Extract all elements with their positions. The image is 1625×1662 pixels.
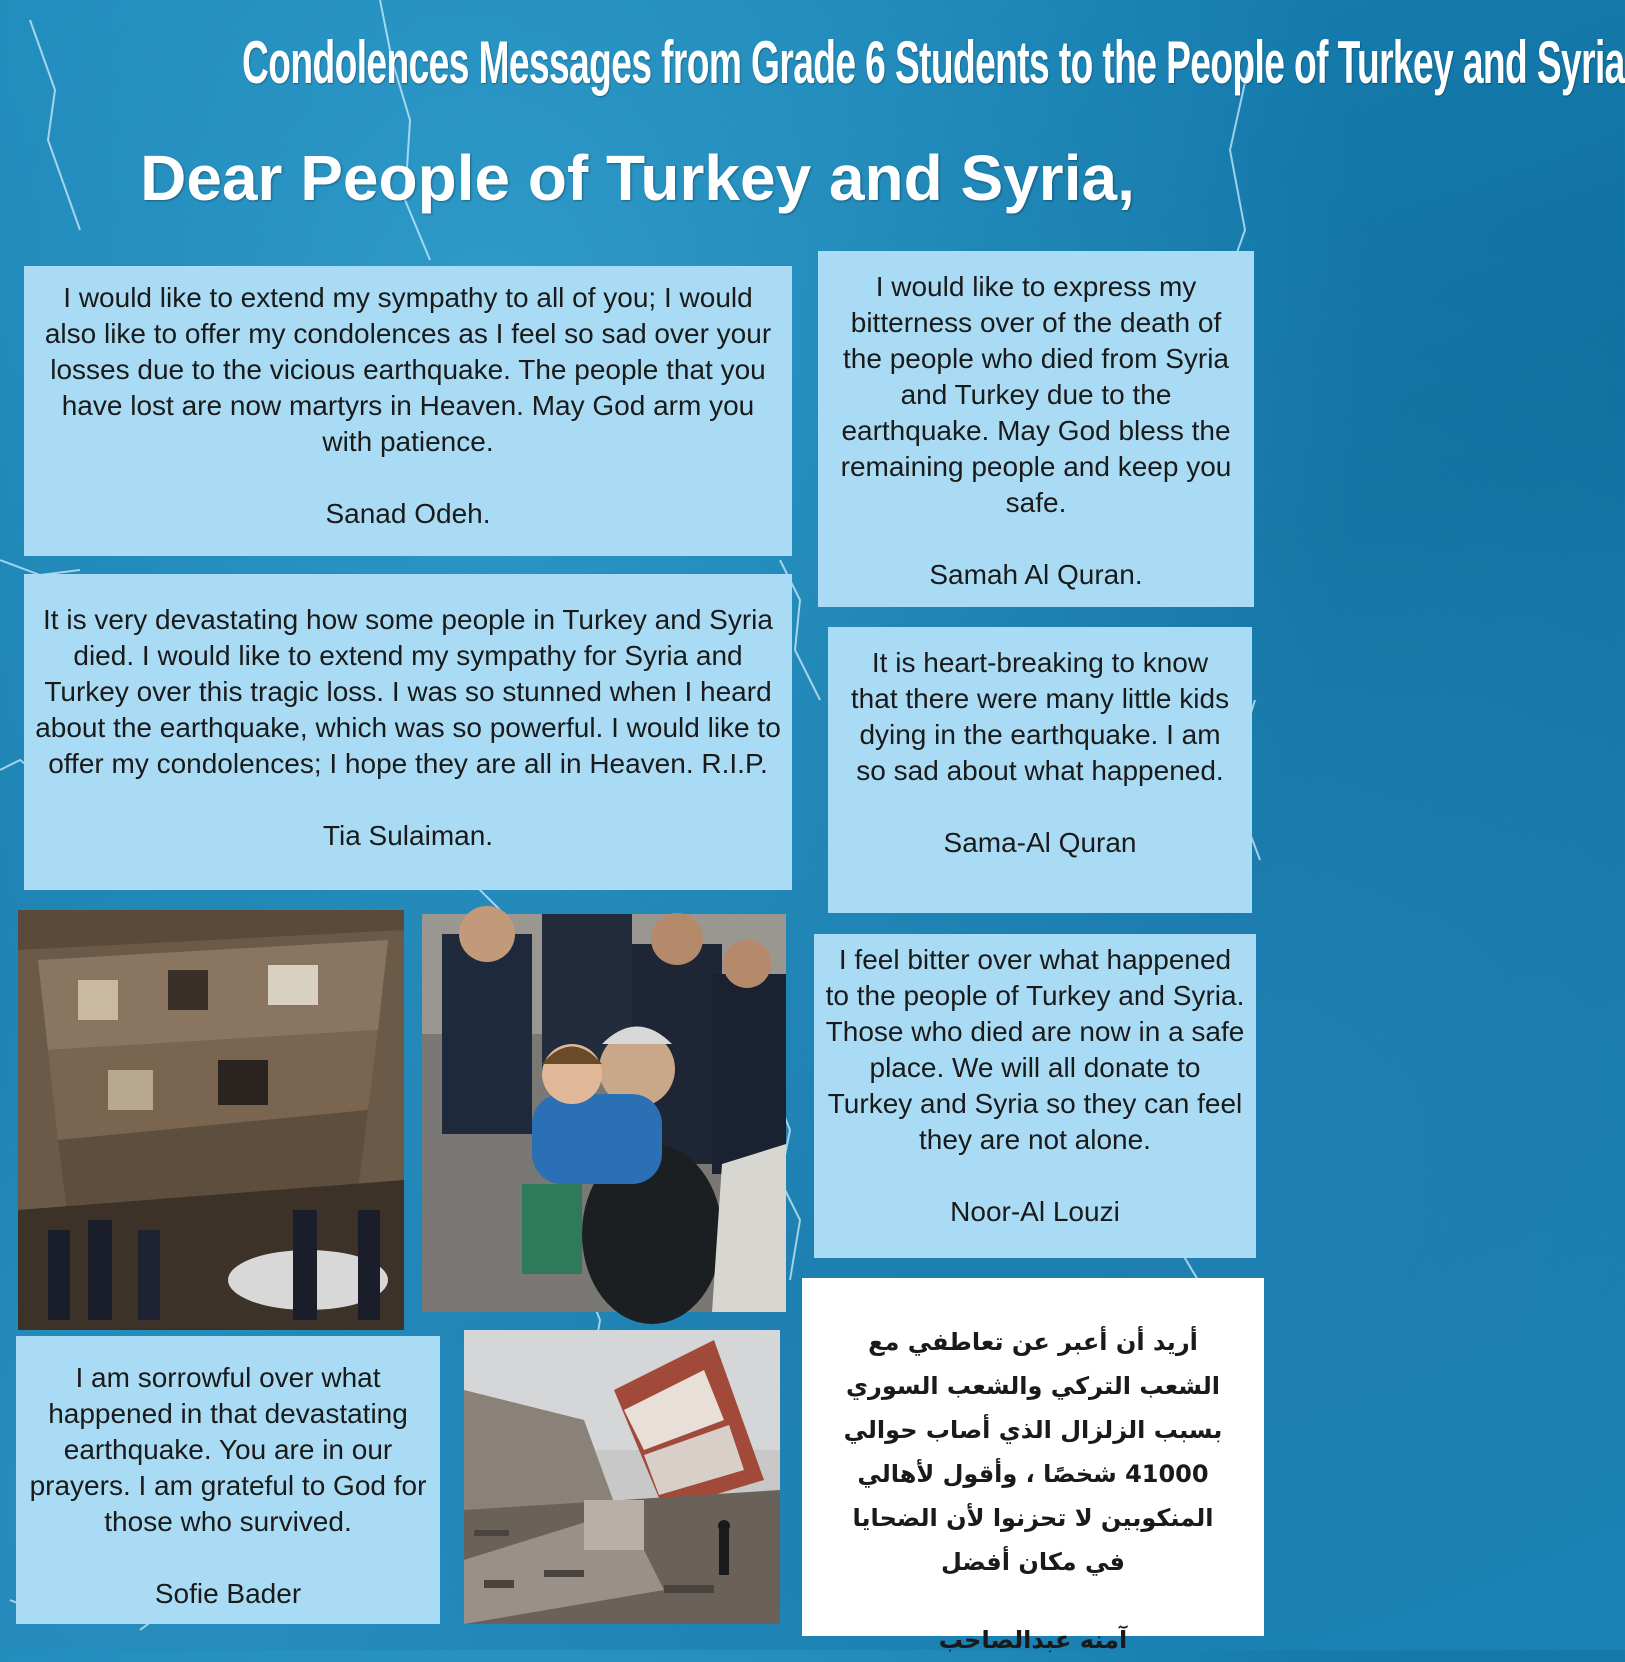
- message-text: I would like to express my bitterness over of the death of the people who died from Syria and Turkey due to the earthquake. May God bless the remaining people and keep you safe.: [840, 271, 1232, 518]
- message-card: [24, 266, 792, 556]
- message-text: It is very devastating how some people in Turkey and Syria died. I would like to extend my sympathy for Syria and Turkey over this tragic loss. I was so stunned when I heard about the earthquake, which was so powerful. I would like to offer my condolences; I hope they are all in Heaven. R.I.P.: [35, 604, 781, 779]
- message-text: I am sorrowful over what happened in that devastating earthquake. You are in our prayers. I am grateful to God for those who survived.: [29, 1362, 427, 1537]
- message-card: [24, 574, 792, 890]
- message-text: I feel bitter over what happened to the people of Turkey and Syria. Those who died are now in a safe place. We will all donate to Turkey and Syria so they can feel they are not alone.: [825, 944, 1245, 1155]
- message-author: Sama-Al Quran: [943, 827, 1137, 858]
- page-title: Condolences Messages from Grade 6 Students to the People of Turkey and Syria: [242, 29, 1625, 96]
- message-card: [814, 934, 1256, 1258]
- message-author: آمنه عبدالصاحب: [938, 1626, 1128, 1654]
- message-author: Sanad Odeh.: [325, 498, 491, 529]
- message-author: Samah Al Quran.: [929, 559, 1143, 590]
- message-text: أريد أن أعبر عن تعاطفي مع الشعب التركي والشعب السوري بسبب الزلزال الذي أصاب حوالي 41000 شخصًا ، وأقول لأهالي المنكوبين لا تحزنوا لأن الضحايا في مكان أفضل: [843, 1328, 1223, 1576]
- message-card: [828, 627, 1252, 913]
- rescuer-hugging-child-photo: [422, 914, 786, 1312]
- message-card: [818, 251, 1254, 607]
- message-author: Sofie Bader: [154, 1578, 302, 1609]
- arabic-message-card: [802, 1278, 1264, 1654]
- message-text: I would like to extend my sympathy to all of you; I would also like to offer my condolences as I feel so sad over your losses due to the vicious earthquake. The people that you have lost are now martyrs in Heaven. May God arm you with patience.: [44, 282, 772, 457]
- greeting-heading: Dear People of Turkey and Syria,: [140, 142, 1135, 214]
- leaning-building-rubble-photo: [464, 1330, 780, 1624]
- message-text: It is heart-breaking to know that there were many little kids dying in the earthquake. I am so sad about what happened.: [850, 647, 1230, 786]
- collapsed-building-night-photo: [18, 910, 404, 1330]
- message-author: Tia Sulaiman.: [322, 820, 494, 851]
- message-card: [16, 1336, 440, 1624]
- message-author: Noor-Al Louzi: [950, 1196, 1120, 1227]
